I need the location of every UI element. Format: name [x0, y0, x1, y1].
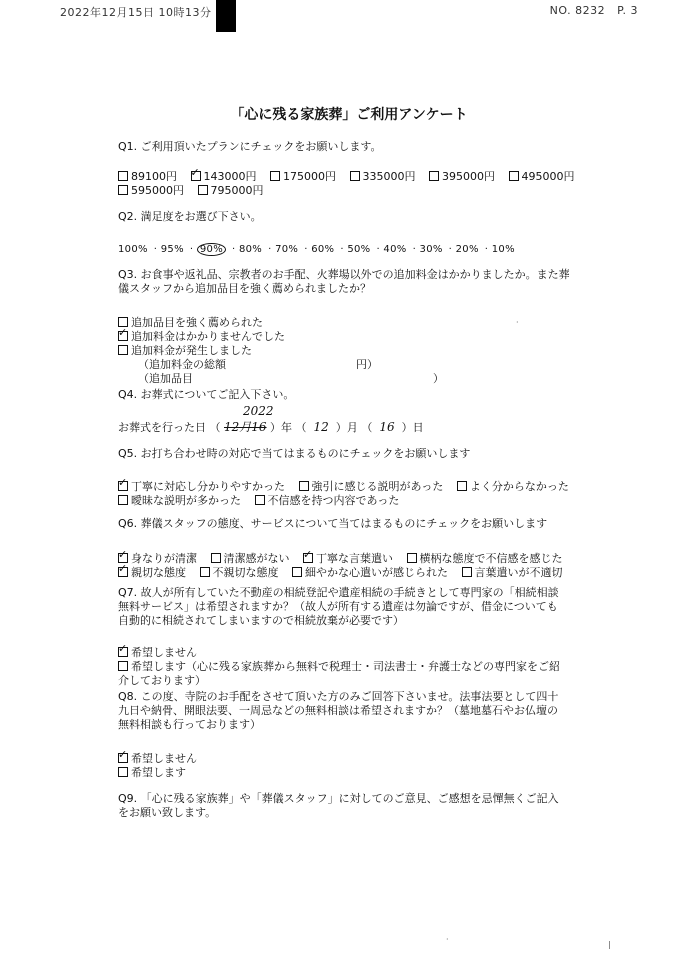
plan-label: 795000円 — [210, 184, 264, 197]
sat-option[interactable]: 50% — [347, 244, 371, 255]
option-label: 横柄な態度で不信感を感じた — [419, 552, 563, 565]
checkbox[interactable] — [462, 567, 472, 577]
q6-option[interactable] — [407, 552, 563, 566]
option-label: 希望しません — [131, 752, 197, 765]
month-unit: 月 — [346, 421, 358, 434]
plan-label: 143000円 — [203, 170, 257, 183]
q7-option[interactable] — [118, 660, 560, 674]
sat-option[interactable]: 20% — [455, 244, 479, 255]
plan-label: 335000円 — [362, 170, 416, 183]
q6-option[interactable] — [211, 552, 290, 566]
sub-label: （追加品目 — [138, 372, 193, 385]
sub-label: （追加料金の総額 — [138, 358, 226, 371]
plan-option[interactable] — [509, 170, 575, 184]
checkbox[interactable] — [118, 345, 128, 355]
option-label: 丁寧な言葉遣い — [316, 552, 393, 565]
checkbox[interactable] — [118, 661, 128, 671]
fax-mark — [216, 0, 236, 32]
q5-option[interactable] — [255, 494, 400, 508]
funeral-date-label: お葬式を行った日 — [118, 421, 206, 434]
option-label: 丁寧に対応し分かりやすかった — [131, 480, 285, 493]
fax-page: P. 3 — [617, 4, 638, 17]
scan-speck: | — [608, 940, 611, 949]
sat-option[interactable]: 30% — [419, 244, 443, 255]
sat-option[interactable]: 10% — [491, 244, 515, 255]
checkbox[interactable] — [509, 171, 519, 181]
checkbox[interactable] — [299, 481, 309, 491]
q8-line3: 無料相談も行っております） — [118, 718, 261, 731]
sat-option-selected[interactable]: 90% — [197, 243, 226, 256]
q6-option[interactable] — [118, 566, 186, 580]
checkbox[interactable] — [118, 185, 128, 195]
q6-text: Q6. 葬儀スタッフの態度、サービスについて当てはまるものにチェックをお願いします — [118, 517, 548, 530]
checkbox-checked[interactable] — [118, 331, 128, 341]
sat-option[interactable]: 100% — [118, 244, 148, 255]
plan-option[interactable] — [118, 184, 184, 198]
q5-options — [118, 480, 579, 508]
q3-option[interactable] — [118, 344, 444, 358]
sat-option[interactable]: 95% — [160, 244, 184, 255]
q7-option-cont: 介しております） — [118, 674, 206, 687]
q8-text — [118, 690, 558, 732]
plan-option[interactable] — [350, 170, 416, 184]
option-label: 親切な態度 — [131, 566, 186, 579]
additional-items-field[interactable] — [118, 372, 444, 386]
q6-option[interactable] — [292, 566, 448, 580]
plan-option[interactable] — [270, 170, 336, 184]
survey-title: 「心に残る家族葬」ご利用アンケート — [230, 107, 468, 123]
q7-options — [118, 646, 560, 688]
checkbox[interactable] — [118, 767, 128, 777]
sat-option[interactable]: 70% — [275, 244, 299, 255]
option-label: 希望します（心に残る家族葬から無料で税理士・司法書士・弁護士などの専門家をご紹 — [131, 660, 560, 673]
q5-option[interactable] — [118, 494, 241, 508]
checkbox[interactable] — [350, 171, 360, 181]
checkbox[interactable] — [118, 171, 128, 181]
checkbox-checked[interactable] — [191, 171, 201, 181]
checkbox[interactable] — [407, 553, 417, 563]
checkbox[interactable] — [198, 185, 208, 195]
q6-options — [118, 552, 573, 580]
q1-text: Q1. ご利用頂いたプランにチェックをお願いします。 — [118, 140, 382, 153]
q5-option[interactable] — [299, 480, 444, 494]
scan-speck: · — [446, 935, 449, 944]
option-label: 細やかな心遣いが感じられた — [305, 566, 448, 579]
q8-option[interactable] — [118, 752, 197, 766]
checkbox[interactable] — [457, 481, 467, 491]
year-handwritten[interactable]: 2022 — [243, 404, 274, 418]
checkbox-checked[interactable] — [118, 567, 128, 577]
fax-header-number — [550, 4, 638, 17]
sat-option[interactable]: 60% — [311, 244, 335, 255]
q3-option[interactable] — [118, 330, 444, 344]
day-value[interactable]: 16 — [379, 420, 395, 434]
option-label: 曖昧な説明が多かった — [131, 494, 241, 507]
plan-option[interactable] — [191, 170, 257, 184]
option-label: 不親切な態度 — [212, 566, 279, 579]
q1-options — [118, 170, 578, 198]
q5-option[interactable] — [118, 480, 285, 494]
q7-text — [118, 586, 559, 628]
q3-line2: 儀スタッフから追加品目を強く薦められましたか？ — [118, 282, 371, 295]
checkbox-checked[interactable] — [118, 647, 128, 657]
sat-option[interactable]: 80% — [238, 244, 263, 255]
q9-line1: Q9. 「心に残る家族葬」や「葬儀スタッフ」に対してのご意見、ご感想を忌憚無くご記入 — [118, 792, 559, 805]
q6-option[interactable] — [118, 552, 197, 566]
option-label: 強引に感じる説明があった — [311, 480, 444, 493]
q8-line1: Q8. この度、寺院のお手配をさせて頂いた方のみご回答下さいませ。法事法要として四十 — [118, 690, 559, 703]
q5-text: Q5. お打ち合わせ時の対応で当てはまるものにチェックをお願いします — [118, 447, 471, 460]
fax-header-datetime: 2022年12月15日 10時13分 — [60, 6, 212, 19]
fax-number: NO. 8232 — [549, 4, 606, 17]
checkbox-checked[interactable] — [118, 753, 128, 763]
option-label: 希望しません — [131, 646, 197, 659]
plan-option[interactable] — [118, 170, 177, 184]
q7-line1: Q7. 故人が所有していた不動産の相続登記や遺産相続の手続きとして専門家の「相続相談 — [118, 586, 559, 599]
day-unit: 日 — [412, 421, 424, 434]
option-label: 身なりが清潔 — [131, 552, 197, 565]
q9-line2: をお願い致します。 — [118, 806, 217, 819]
q8-option[interactable] — [118, 766, 197, 780]
option-label: 追加品目を強く薦められた — [131, 316, 263, 329]
option-label: 不信感を持つ内容であった — [267, 494, 400, 507]
option-label: 追加料金が発生しました — [131, 344, 252, 357]
q3-option[interactable] — [118, 316, 444, 330]
additional-total-field[interactable] — [118, 358, 444, 372]
q9-text — [118, 792, 559, 820]
sub-close: ） — [433, 372, 444, 385]
q3-text — [118, 268, 570, 296]
q4-text: Q4. お葬式についてご記入下さい。 — [118, 388, 295, 401]
satisfaction-scale: 100% · 95% · 90% · 80% · 70% · 60% · 50% · 40% · 30% · 20% · 10% — [118, 244, 515, 255]
q2-text: Q2. 満足度をお選び下さい。 — [118, 210, 262, 223]
q6-option[interactable] — [303, 552, 393, 566]
checkbox[interactable] — [255, 495, 265, 505]
month-value[interactable]: 12 — [313, 420, 329, 434]
sub-yen: 円） — [356, 358, 378, 371]
option-label: 希望します — [131, 766, 186, 779]
checkbox[interactable] — [211, 553, 221, 563]
q8-options — [118, 752, 197, 780]
q7-option[interactable] — [118, 646, 560, 660]
sat-option[interactable]: 40% — [383, 244, 407, 255]
option-label: 追加料金はかかりませんでした — [131, 330, 285, 343]
checkbox[interactable] — [292, 567, 302, 577]
plan-label: 175000円 — [283, 170, 336, 183]
checkbox[interactable] — [429, 171, 439, 181]
q7-line3: 自動的に相続されてしまいますので相続放棄が必要です） — [118, 614, 404, 627]
checkbox-checked[interactable] — [118, 481, 128, 491]
plan-option[interactable] — [429, 170, 495, 184]
q7-line2: 無料サービス」は希望されますか？（故人が所有する遺産は勿論ですが、借金についても — [118, 600, 558, 613]
year-unit: 年 — [281, 421, 293, 434]
q6-option[interactable] — [462, 566, 563, 580]
plan-label: 495000円 — [521, 170, 575, 183]
q5-option[interactable] — [457, 480, 569, 494]
scan-speck: · — [516, 318, 519, 327]
checkbox[interactable] — [270, 171, 280, 181]
q3-line1: Q3. お食事や返礼品、宗教者のお手配、火葬場以外での追加料金はかかりましたか。また葬 — [118, 268, 570, 281]
option-label: よく分からなかった — [469, 480, 569, 493]
q8-line2: 九日や納骨、開眼法要、一周忌などの無料相談は希望されますか？（墓地墓石やお仏壇の — [118, 704, 558, 717]
q6-option[interactable] — [200, 566, 279, 580]
checkbox[interactable] — [200, 567, 210, 577]
plan-option[interactable] — [198, 184, 264, 198]
funeral-date-row: お葬式を行った日 （ 12月16 ）年 （ 12 ）月 （ 16 ）日 — [118, 420, 424, 434]
plan-label: 395000円 — [442, 170, 495, 183]
year-struck-value: 12月16 — [224, 420, 267, 434]
option-label: 清潔感がない — [223, 552, 290, 565]
checkbox[interactable] — [118, 495, 128, 505]
option-label: 言葉遣いが不適切 — [474, 566, 563, 579]
checkbox-checked[interactable] — [303, 553, 313, 563]
plan-label: 595000円 — [131, 184, 184, 197]
q3-options — [118, 316, 444, 386]
plan-label: 89100円 — [131, 170, 177, 183]
